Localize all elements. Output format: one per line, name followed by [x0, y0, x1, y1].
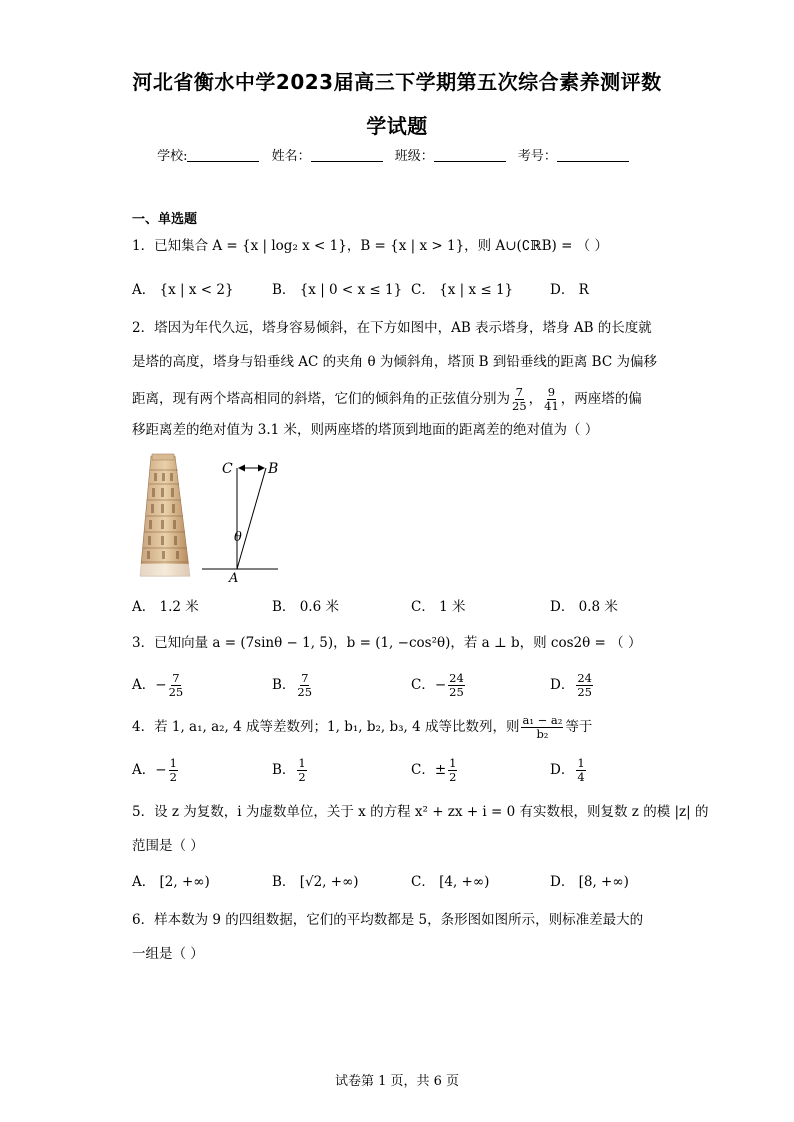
q4-a-label: A． [132, 762, 156, 778]
q2-line-3 [132, 384, 642, 414]
q4-stem [132, 710, 592, 744]
q4-fraction [521, 714, 563, 741]
q3-option-a [132, 668, 185, 702]
q3-c-label: C． [411, 677, 435, 693]
q5-option-b: B． [√2, +∞) [272, 874, 359, 890]
q4-c-label: C． [411, 762, 435, 778]
page-footer: 试卷第 1 页，共 6 页 [334, 1074, 460, 1089]
school-blank [187, 149, 259, 162]
q3-a-label: A． [132, 677, 156, 693]
q2-frac1-numerator: 7 [515, 385, 523, 399]
label-theta: θ [234, 530, 242, 545]
q3-c-numerator: 24 [449, 671, 464, 685]
q4-a-denominator: 2 [169, 770, 177, 784]
q4-b-denominator: 2 [298, 770, 306, 784]
q4-denominator: b₂ [536, 727, 549, 741]
title-line-1: 河北省衡水中学2023届高三下学期第五次综合素养测评数 [132, 70, 662, 94]
student-info-row [0, 145, 794, 164]
q2-separator: ， [528, 391, 543, 407]
q4-option-a [132, 753, 180, 787]
number-blank [557, 149, 629, 162]
q2-line-1: 2．塔因为年代久远，塔身容易倾斜，在下方如图中，AB 表示塔身，塔身 AB 的长度就 [132, 320, 652, 336]
q4-d-denominator: 4 [577, 770, 585, 784]
q5-option-d: D． [8, +∞) [550, 874, 629, 890]
q3-option-c [411, 668, 467, 702]
q4-option-c [411, 753, 459, 787]
q2-frac2-denominator: 41 [544, 399, 559, 413]
label-c: C [222, 461, 233, 477]
q3-b-label: B． [272, 677, 296, 693]
q2-frac1-denominator: 25 [512, 399, 527, 413]
q1-option-d: D． R [550, 282, 589, 298]
number-label: 考号： [517, 149, 557, 164]
leaning-tower-image [132, 452, 198, 578]
label-b: B [268, 461, 279, 477]
class-blank [434, 149, 506, 162]
q3-option-d [550, 668, 595, 702]
q3-b-fraction [297, 672, 312, 699]
q1-option-c: C． {x | x ≤ 1} [411, 282, 514, 298]
q3-a-numerator: 7 [172, 671, 180, 685]
q4-option-d [550, 753, 588, 787]
q4-a-sign: − [155, 762, 167, 778]
q4-b-numerator: 1 [298, 756, 306, 770]
q3-option-b [272, 668, 314, 702]
q4-a-numerator: 1 [169, 756, 177, 770]
q4-stem-text: 4．若 1, a₁, a₂, 4 成等差数列；1, b₁, b₂, b₃, 4 成等比数列，则 [132, 719, 520, 735]
q4-numerator: a₁ − a₂ [522, 713, 563, 727]
title-line-2: 学试题 [366, 114, 428, 138]
q3-a-denominator: 25 [168, 685, 184, 699]
q5-line-2: 范围是（ ） [132, 838, 204, 854]
q3-c-fraction [448, 672, 465, 699]
q3-c-denominator: 25 [449, 685, 464, 699]
q3-a-fraction [169, 672, 184, 699]
q2-line-3-text: 距离，现有两个塔高相同的斜塔，它们的倾斜角的正弦值分别为 [132, 391, 510, 407]
q2-option-a: A． 1.2 米 [132, 599, 199, 615]
q3-d-numerator: 24 [577, 671, 592, 685]
q2-fraction-2 [544, 386, 559, 413]
q2-line-3-tail: ，两座塔的偏 [560, 391, 642, 407]
q6-line-2: 一组是（ ） [132, 946, 204, 962]
q4-c-fraction [448, 757, 457, 784]
name-label: 姓名： [271, 149, 311, 164]
q5-option-c: C． [4, +∞) [411, 874, 490, 890]
name-blank [311, 149, 383, 162]
q3-a-sign: − [155, 677, 167, 693]
q2-option-d: D． 0.8 米 [550, 599, 618, 615]
q4-c-sign: ± [434, 762, 447, 778]
class-label: 班级： [394, 149, 434, 164]
q4-d-label: D． [550, 762, 575, 778]
q4-d-numerator: 1 [577, 756, 585, 770]
q4-c-numerator: 1 [449, 756, 457, 770]
q3-d-denominator: 25 [577, 685, 592, 699]
q4-b-label: B． [272, 762, 296, 778]
tower-line-ab [237, 468, 266, 569]
q4-b-fraction [297, 757, 306, 784]
q6-line-1: 6．样本数为 9 的四组数据，它们的平均数都是 5，条形图如图所示，则标准差最大的 [132, 912, 644, 928]
q2-fraction-1 [512, 386, 527, 413]
q3-b-denominator: 25 [297, 685, 313, 699]
q2-line-2: 是塔的高度，塔身与铅垂线 AC 的夹角 θ 为倾斜角，塔顶 B 到铅垂线的距离 BC 为偏移 [132, 354, 657, 370]
q4-option-b [272, 753, 309, 787]
q4-stem-tail: 等于 [565, 719, 593, 735]
q3-d-label: D． [550, 677, 575, 693]
q1-option-a: A． {x | x < 2} [132, 282, 234, 298]
q2-option-b: B． 0.6 米 [272, 599, 339, 615]
q1-stem: 1．已知集合 A = {x | log₂ x < 1}，B = {x | x > 1}，则 A∪(∁ℝB) = （ ） [132, 238, 608, 254]
tower-geometry-diagram [196, 456, 286, 586]
q5-line-1: 5．设 z 为复数，i 为虚数单位，关于 x 的方程 x² + zx + i = 0 有实数根，则复数 z 的模 |z| 的 [132, 804, 709, 820]
q4-c-denominator: 2 [449, 770, 457, 784]
q3-c-sign: − [434, 677, 447, 693]
q2-option-c: C． 1 米 [411, 599, 466, 615]
q2-frac2-numerator: 9 [547, 385, 556, 399]
q1-option-b: B． {x | 0 < x ≤ 1} [272, 282, 403, 298]
label-a: A [229, 571, 239, 586]
q4-d-fraction [576, 757, 585, 784]
q5-option-a: A． [2, +∞) [132, 874, 210, 890]
section-title: 一、单选题 [132, 212, 198, 227]
school-label: 学校: [157, 149, 188, 164]
q2-line-4: 移距离差的绝对值为 3.1 米，则两座塔的塔顶到地面的距离差的绝对值为（ ） [132, 422, 599, 438]
q3-d-fraction [576, 672, 593, 699]
q4-a-fraction [169, 757, 178, 784]
q3-b-numerator: 7 [301, 671, 309, 685]
q3-stem: 3．已知向量 a = (7sinθ − 1, 5)，b = (1, −cos²θ)，若 a ⊥ b，则 cos2θ = （ ） [132, 635, 642, 651]
